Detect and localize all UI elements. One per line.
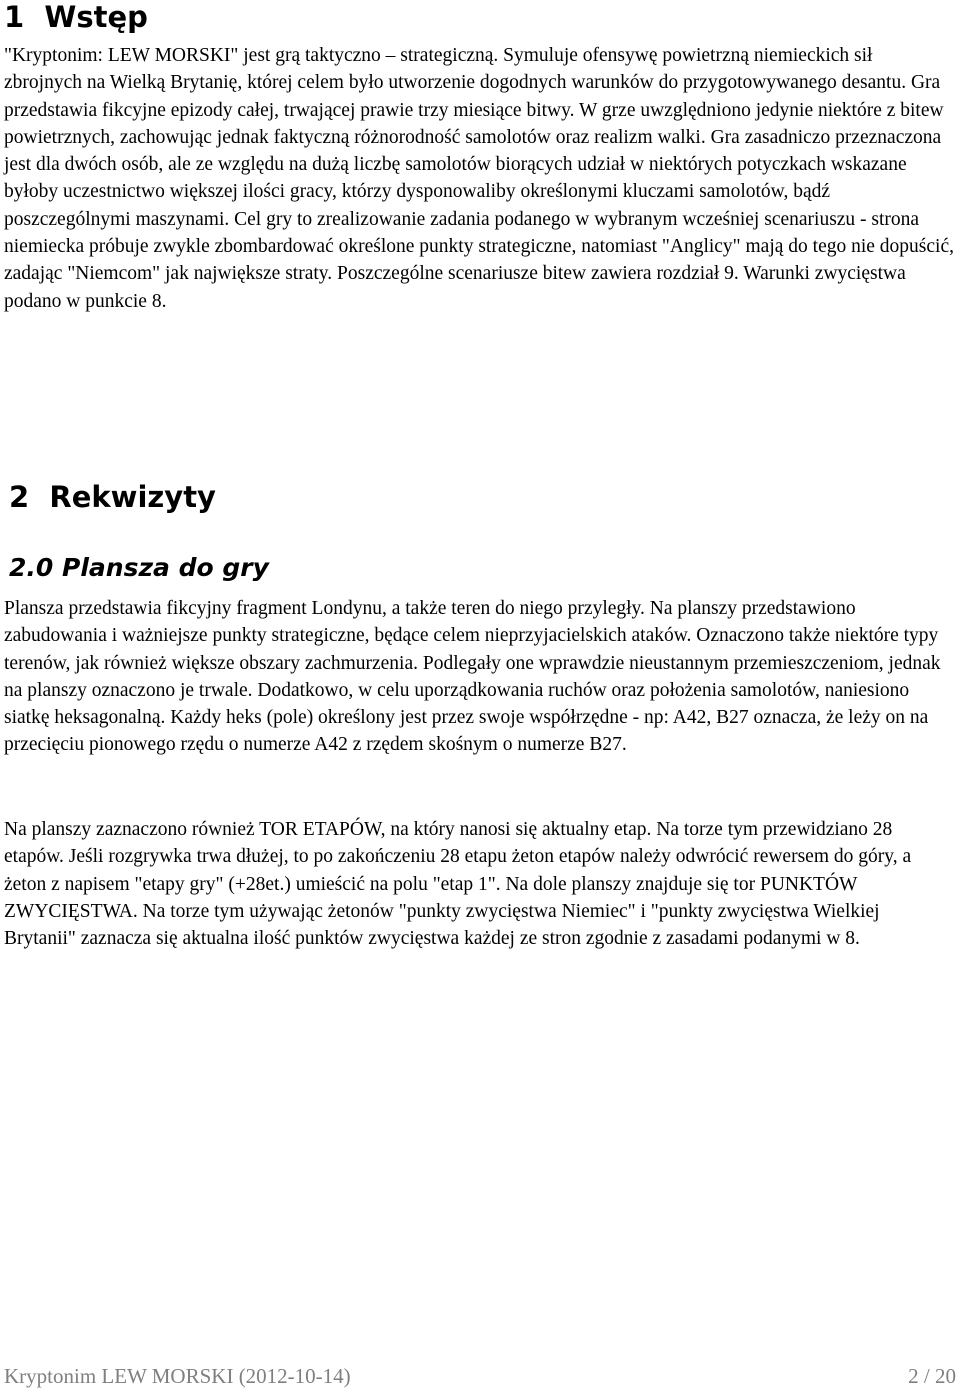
subsection-2-0-paragraph-2: Na planszy zaznaczono również TOR ETAPÓW, na który nanosi się aktualny etap. Na torze tym przewidziano 28 etapów. Jeśli rozgrywka trwa dłużej, to po zakończeniu 28 etapu żeton etapów należy odwrócić rewersem do góry, a żeton z napisem "etapy gry" (+28et.) umieścić na polu "etap 1". Na dole planszy znajduje się tor PUNKTÓW ZWYCIĘSTWA. Na torze tym używając żetonów "punkty zwycięstwa Niemiec" i "punkty zwycięstwa Wielkiej Brytanii" zaznacza się aktualna ilość punktów zwycięstwa każdej ze stron zgodnie z zasadami podanymi w 8. [4, 819, 912, 950]
section-2-heading [9, 480, 216, 514]
section-1-paragraph: "Kryptonim: LEW MORSKI" jest grą taktyczno – strategiczną. Symuluje ofensywę powietrzną niemieckich sił zbrojnych na Wielką Brytanię, której celem było utworzenie dogodnych warunków do przygotowywanego desantu. Gra przedstawia fikcyjne epizody całej, trwającej prawie trzy miesiące bitwy. W grze uwzględniono jedynie niektóre z bitew powietrznych, zachowując jednak faktyczną różnorodność samolotów oraz realizm walki. Gra zasadniczo przeznaczona jest dla dwóch osób, ale ze względu na dużą liczbę samolotów biorących udział w niektórych potyczkach wskazane byłoby uczestnictwo większej ilości gracy, którzy dysponowaliby określonymi kluczami samolotów, bądź poszczególnymi maszynami. Cel gry to zrealizowanie zadania podanego w wybranym wcześniej scenariuszu - strona niemiecka próbuje zwykle zbombardować określone punkty strategiczne, natomiast "Anglicy" mają do tego nie dopuścić, zadając "Niemcom" jak największe straty. Poszczególne scenariusze bitew zawiera rozdział 9. Warunki zwycięstwa podano w punkcie 8. [4, 45, 954, 312]
subsection-2-0-paragraph-1: Plansza przedstawia fikcyjny fragment Londynu, a także teren do niego przyległy. Na planszy przedstawiono zabudowania i ważniejsze punkty strategiczne, będące celem nieprzyjacielskich ataków. Oznaczono także niektóre typy terenów, jak również większe obszary zachmurzenia. Podlegały one wprawdzie nieustannym przemieszczeniom, jednak na planszy oznaczono je trwale. Dodatkowo, w celu uporządkowania ruchów oraz położenia samolotów, naniesiono siatkę heksagonalną. Każdy heks (pole) określony jest przez swoje współrzędne - np: A42, B27 oznacza, że leży on na przecięciu pionowego rzędu o numerze A42 z rzędem skośnym o numerze B27. [4, 598, 941, 756]
footer-document-title: Kryptonim LEW MORSKI (2012-10-14) [4, 1364, 351, 1388]
subsection-2-0-heading [9, 553, 269, 583]
footer-page-number: 2 / 20 [908, 1364, 956, 1388]
subsection-2-0-title: Plansza do gry [62, 553, 269, 582]
section-2-number: 2 [9, 480, 30, 514]
section-1-heading [4, 0, 148, 34]
section-2-title: Rekwizyty [49, 480, 216, 514]
section-1-title: Wstęp [44, 0, 148, 34]
section-1-number: 1 [4, 0, 25, 34]
subsection-2-0-number: 2.0 [9, 553, 54, 582]
